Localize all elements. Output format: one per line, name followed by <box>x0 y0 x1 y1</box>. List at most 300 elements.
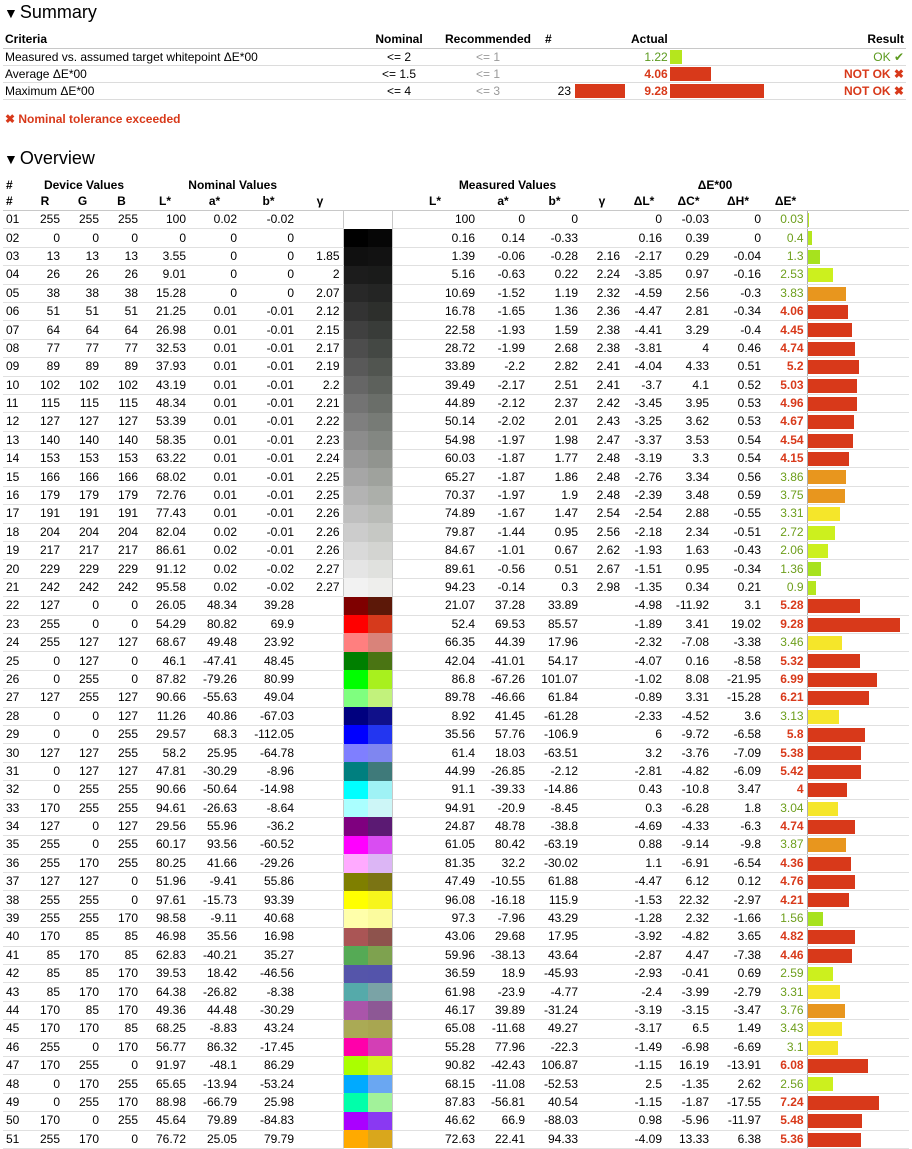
g-cell: 0 <box>63 229 102 247</box>
color-swatch <box>343 633 392 651</box>
b-cell: 170 <box>102 909 141 927</box>
measured-gamma-cell <box>581 707 623 725</box>
g-cell: 51 <box>63 302 102 320</box>
measured-l-cell: 94.23 <box>392 578 478 596</box>
nominal-b-cell: 86.29 <box>240 1056 297 1074</box>
nominal-a-cell: 79.89 <box>189 1112 240 1130</box>
measured-a-cell: -1.65 <box>478 302 528 320</box>
index-cell: 30 <box>3 744 27 762</box>
measured-l-cell: 100 <box>392 210 478 229</box>
delta-c-cell: -1.35 <box>665 1075 712 1093</box>
delta-e-cell: 3.86 <box>764 468 807 486</box>
nominal-b-cell: 43.24 <box>240 1020 297 1038</box>
measured-b-cell: 1.36 <box>528 302 581 320</box>
measured-l-cell: 89.61 <box>392 560 478 578</box>
index-cell: 28 <box>3 707 27 725</box>
nominal-l-cell: 64.38 <box>141 983 189 1001</box>
column-header <box>343 193 392 210</box>
g-cell: 85 <box>63 965 102 983</box>
nominal-a-cell: 40.86 <box>189 707 240 725</box>
delta-e-cell: 2.59 <box>764 965 807 983</box>
measured-a-cell: 48.78 <box>478 817 528 835</box>
summary-heading[interactable] <box>0 0 912 24</box>
actual-bar-header <box>670 31 782 48</box>
nominal-gamma-cell: 2.22 <box>297 413 343 431</box>
result-cell: OK ✔ <box>782 48 906 65</box>
delta-e-bar <box>808 820 855 834</box>
measured-gamma-cell: 2.54 <box>581 505 623 523</box>
column-header: B <box>102 193 141 210</box>
nominal-a-cell: -48.1 <box>189 1056 240 1074</box>
measured-swatch <box>368 413 392 431</box>
r-cell: 89 <box>27 358 63 376</box>
nominal-l-cell: 97.61 <box>141 891 189 909</box>
measured-gamma-cell: 2.16 <box>581 247 623 265</box>
b-cell: 140 <box>102 431 141 449</box>
nominal-a-cell: 0.01 <box>189 431 240 449</box>
measured-gamma-cell <box>581 1056 623 1074</box>
measured-b-cell: 43.64 <box>528 946 581 964</box>
nominal-swatch <box>344 689 368 707</box>
measured-b-cell: -38.8 <box>528 817 581 835</box>
measured-a-cell: -46.66 <box>478 689 528 707</box>
measured-b-cell: -2.12 <box>528 762 581 780</box>
nominal-gamma-cell: 2.17 <box>297 339 343 357</box>
delta-e-bar-cell <box>807 652 909 670</box>
measured-b-cell: -4.77 <box>528 983 581 1001</box>
delta-c-cell: -7.08 <box>665 633 712 651</box>
delta-e-cell: 4.45 <box>764 321 807 339</box>
measured-l-cell: 90.82 <box>392 1056 478 1074</box>
measured-gamma-cell <box>581 891 623 909</box>
measured-a-cell: -11.68 <box>478 1020 528 1038</box>
nominal-l-cell: 46.1 <box>141 652 189 670</box>
nominal-gamma-cell <box>297 744 343 762</box>
table-row <box>3 486 909 504</box>
delta-c-cell: -4.82 <box>665 762 712 780</box>
measured-gamma-cell <box>581 1020 623 1038</box>
measured-b-cell: 2.51 <box>528 376 581 394</box>
b-cell: 255 <box>102 836 141 854</box>
r-cell: 255 <box>27 909 63 927</box>
delta-h-cell: 0.46 <box>712 339 764 357</box>
measured-l-cell: 33.89 <box>392 358 478 376</box>
nominal-swatch <box>344 505 368 523</box>
table-row <box>3 210 909 229</box>
b-cell: 85 <box>102 1020 141 1038</box>
delta-e-cell: 7.24 <box>764 1093 807 1111</box>
b-cell: 0 <box>102 670 141 688</box>
delta-e-bar <box>808 250 821 264</box>
table-row <box>3 836 909 854</box>
delta-e-bar-cell <box>807 523 909 541</box>
b-cell: 127 <box>102 689 141 707</box>
measured-a-cell: 18.9 <box>478 965 528 983</box>
r-cell: 0 <box>27 1075 63 1093</box>
measured-l-cell: 22.58 <box>392 321 478 339</box>
b-cell: 255 <box>102 1112 141 1130</box>
measured-l-cell: 0.16 <box>392 229 478 247</box>
color-swatch <box>343 615 392 633</box>
delta-h-cell: 0.53 <box>712 413 764 431</box>
delta-c-cell: 0.95 <box>665 560 712 578</box>
r-cell: 0 <box>27 725 63 743</box>
column-header: a* <box>478 193 528 210</box>
delta-c-cell: -3.99 <box>665 983 712 1001</box>
actual-bar <box>670 67 711 81</box>
r-cell: 13 <box>27 247 63 265</box>
nominal-l-cell: 26.98 <box>141 321 189 339</box>
delta-e-cell: 5.8 <box>764 725 807 743</box>
measured-b-cell: 43.29 <box>528 909 581 927</box>
index-cell: 39 <box>3 909 27 927</box>
measured-swatch <box>368 965 392 983</box>
measured-l-cell: 46.62 <box>392 1112 478 1130</box>
measured-gamma-cell <box>581 946 623 964</box>
column-header: R <box>27 193 63 210</box>
column-header: L* <box>141 193 189 210</box>
nominal-a-cell: 0.02 <box>189 542 240 560</box>
r-cell: 85 <box>27 946 63 964</box>
g-cell: 170 <box>63 983 102 1001</box>
color-swatch <box>343 358 392 376</box>
nominal-l-cell: 82.04 <box>141 523 189 541</box>
measured-gamma-cell: 2.98 <box>581 578 623 596</box>
measured-gamma-cell: 2.43 <box>581 413 623 431</box>
measured-swatch <box>368 431 392 449</box>
g-cell: 255 <box>63 689 102 707</box>
measured-gamma-cell: 2.41 <box>581 376 623 394</box>
measured-a-cell: 22.41 <box>478 1130 528 1148</box>
nominal-l-cell: 65.65 <box>141 1075 189 1093</box>
delta-h-cell: -0.43 <box>712 542 764 560</box>
b-cell: 255 <box>102 725 141 743</box>
nominal-gamma-cell <box>297 210 343 229</box>
delta-e-bar <box>808 728 866 742</box>
delta-h-cell: 3.65 <box>712 928 764 946</box>
count-cell <box>543 48 573 65</box>
g-cell: 0 <box>63 1112 102 1130</box>
nominal-a-cell: 0.01 <box>189 394 240 412</box>
count-bar-cell <box>573 65 629 82</box>
delta-e-bar <box>808 710 839 724</box>
measured-b-cell: 1.19 <box>528 284 581 302</box>
measured-a-cell: -20.9 <box>478 799 528 817</box>
b-cell: 127 <box>102 817 141 835</box>
nominal-gamma-cell: 2.26 <box>297 523 343 541</box>
delta-l-cell: -3.85 <box>623 266 665 284</box>
measured-l-cell: 50.14 <box>392 413 478 431</box>
delta-e-cell: 4.46 <box>764 946 807 964</box>
table-row <box>3 1112 909 1130</box>
nominal-swatch <box>344 909 368 927</box>
color-swatch <box>343 542 392 560</box>
delta-e-bar <box>808 967 834 981</box>
nominal-swatch <box>344 799 368 817</box>
nominal-swatch <box>344 1112 368 1130</box>
measured-l-cell: 94.91 <box>392 799 478 817</box>
nominal-b-cell: 79.79 <box>240 1130 297 1148</box>
g-cell: 127 <box>63 413 102 431</box>
delta-e-bar <box>808 323 852 337</box>
nominal-swatch <box>344 211 368 229</box>
measured-a-cell: 77.96 <box>478 1038 528 1056</box>
r-cell: 0 <box>27 670 63 688</box>
delta-c-cell: 6.12 <box>665 873 712 891</box>
nominal-swatch <box>344 523 368 541</box>
table-row <box>3 284 909 302</box>
delta-e-bar-cell <box>807 762 909 780</box>
measured-l-cell: 1.39 <box>392 247 478 265</box>
measured-swatch <box>368 1075 392 1093</box>
nominal-gamma-cell: 2.25 <box>297 486 343 504</box>
nominal-b-cell: 69.9 <box>240 615 297 633</box>
b-cell: 0 <box>102 652 141 670</box>
r-cell: 255 <box>27 210 63 229</box>
actual-cell: 1.22 <box>629 48 670 65</box>
delta-c-cell: 3.41 <box>665 615 712 633</box>
delta-c-cell: 3.62 <box>665 413 712 431</box>
delta-l-cell: -2.4 <box>623 983 665 1001</box>
result-cell: NOT OK ✖ <box>782 65 906 82</box>
nominal-b-cell: -17.45 <box>240 1038 297 1056</box>
delta-l-cell: -3.37 <box>623 431 665 449</box>
measured-a-cell: 0.14 <box>478 229 528 247</box>
delta-e-bar-cell <box>807 486 909 504</box>
color-swatch <box>343 302 392 320</box>
b-cell: 255 <box>102 799 141 817</box>
color-swatch <box>343 431 392 449</box>
delta-h-cell: 0.54 <box>712 431 764 449</box>
measured-a-cell: -23.9 <box>478 983 528 1001</box>
index-cell: 04 <box>3 266 27 284</box>
nominal-a-cell: -26.82 <box>189 983 240 1001</box>
nominal-l-cell: 48.34 <box>141 394 189 412</box>
nominal-l-cell: 91.12 <box>141 560 189 578</box>
column-header: # <box>3 193 27 210</box>
measured-a-cell: 44.39 <box>478 633 528 651</box>
nominal-swatch <box>344 854 368 872</box>
measured-gamma-cell <box>581 1001 623 1019</box>
r-cell: 255 <box>27 891 63 909</box>
b-cell: 0 <box>102 229 141 247</box>
nominal-l-cell: 68.02 <box>141 468 189 486</box>
delta-e-cell: 5.42 <box>764 762 807 780</box>
g-cell: 127 <box>63 762 102 780</box>
nominal-swatch <box>344 762 368 780</box>
index-cell: 15 <box>3 468 27 486</box>
measured-b-cell: 61.88 <box>528 873 581 891</box>
delta-e-bar <box>808 893 850 907</box>
count-bar-cell <box>573 82 629 99</box>
index-cell: 20 <box>3 560 27 578</box>
delta-e-bar <box>808 379 858 393</box>
measured-l-cell: 54.98 <box>392 431 478 449</box>
measured-a-cell: -1.52 <box>478 284 528 302</box>
r-cell: 127 <box>27 817 63 835</box>
nominal-cell: <= 4 <box>365 82 433 99</box>
measured-b-cell: 61.84 <box>528 689 581 707</box>
nominal-swatch <box>344 1020 368 1038</box>
nominal-gamma-cell: 2.12 <box>297 302 343 320</box>
measured-gamma-cell <box>581 633 623 651</box>
index-cell: 44 <box>3 1001 27 1019</box>
delta-e-bar <box>808 783 848 797</box>
nominal-swatch <box>344 597 368 615</box>
delta-l-cell: -1.15 <box>623 1056 665 1074</box>
delta-e-bar <box>808 673 877 687</box>
criteria-cell: Measured vs. assumed target whitepoint ΔE*00 <box>3 48 365 65</box>
measured-b-cell: -22.3 <box>528 1038 581 1056</box>
measured-a-cell: 66.9 <box>478 1112 528 1130</box>
nominal-a-cell: 0.01 <box>189 339 240 357</box>
nominal-l-cell: 90.66 <box>141 781 189 799</box>
column-header: L* <box>392 193 478 210</box>
measured-a-cell: 57.76 <box>478 725 528 743</box>
r-cell: 255 <box>27 1038 63 1056</box>
delta-e-bar <box>808 1004 845 1018</box>
measured-a-cell: -41.01 <box>478 652 528 670</box>
delta-e-bar <box>808 452 849 466</box>
r-cell: 179 <box>27 486 63 504</box>
index-cell: 01 <box>3 210 27 229</box>
measured-b-cell: 1.77 <box>528 450 581 468</box>
delta-h-cell: -0.34 <box>712 302 764 320</box>
delta-l-cell: -2.18 <box>623 523 665 541</box>
recommended-cell: <= 3 <box>433 82 543 99</box>
actual-bar <box>670 84 764 98</box>
measured-a-cell: 37.28 <box>478 597 528 615</box>
r-cell: 0 <box>27 652 63 670</box>
color-swatch <box>343 266 392 284</box>
nominal-a-cell: 0.01 <box>189 358 240 376</box>
delta-e-bar <box>808 562 821 576</box>
nominal-gamma-cell <box>297 909 343 927</box>
delta-e-cell: 4.67 <box>764 413 807 431</box>
delta-h-cell: -9.8 <box>712 836 764 854</box>
r-cell: 170 <box>27 1056 63 1074</box>
delta-e-cell: 3.04 <box>764 799 807 817</box>
nominal-b-cell: -84.83 <box>240 1112 297 1130</box>
count-header: # <box>543 31 573 48</box>
delta-c-cell: 3.29 <box>665 321 712 339</box>
nominal-l-cell: 95.58 <box>141 578 189 596</box>
measured-swatch <box>368 211 392 229</box>
g-cell: 255 <box>63 1093 102 1111</box>
color-swatch <box>343 486 392 504</box>
nominal-l-cell: 98.58 <box>141 909 189 927</box>
nominal-b-cell: 48.45 <box>240 652 297 670</box>
delta-l-cell: -2.32 <box>623 633 665 651</box>
measured-a-cell: -1.67 <box>478 505 528 523</box>
nominal-a-cell: -13.94 <box>189 1075 240 1093</box>
color-swatch <box>343 578 392 596</box>
collapse-triangle-icon[interactable]: ▼ <box>4 151 18 167</box>
b-cell: 64 <box>102 321 141 339</box>
nominal-gamma-cell: 2.26 <box>297 542 343 560</box>
delta-e-bar <box>808 415 854 429</box>
measured-swatch <box>368 725 392 743</box>
measured-a-cell: -0.06 <box>478 247 528 265</box>
delta-c-cell: 0.97 <box>665 266 712 284</box>
r-cell: 85 <box>27 983 63 1001</box>
nominal-b-cell: -0.01 <box>240 468 297 486</box>
delta-e-bar-cell <box>807 689 909 707</box>
measured-swatch <box>368 854 392 872</box>
nominal-b-cell: -0.01 <box>240 431 297 449</box>
color-swatch <box>343 817 392 835</box>
measured-gamma-cell <box>581 909 623 927</box>
nominal-swatch <box>344 725 368 743</box>
delta-e-cell: 2.06 <box>764 542 807 560</box>
color-swatch <box>343 909 392 927</box>
delta-c-cell: -0.03 <box>665 210 712 229</box>
delta-e-bar-cell <box>807 909 909 927</box>
b-cell: 255 <box>102 744 141 762</box>
delta-e-bar <box>808 746 861 760</box>
delta-c-cell: -11.92 <box>665 597 712 615</box>
delta-c-cell: 2.88 <box>665 505 712 523</box>
delta-h-cell: -0.34 <box>712 560 764 578</box>
delta-c-cell: -6.28 <box>665 799 712 817</box>
overview-heading[interactable] <box>0 146 912 170</box>
nominal-a-cell: 18.42 <box>189 965 240 983</box>
measured-l-cell: 86.8 <box>392 670 478 688</box>
g-cell: 0 <box>63 707 102 725</box>
color-swatch <box>343 725 392 743</box>
measured-b-cell: -0.28 <box>528 247 581 265</box>
nominal-a-cell: 0 <box>189 266 240 284</box>
index-cell: 14 <box>3 450 27 468</box>
measured-b-cell: 2.82 <box>528 358 581 376</box>
nominal-a-cell: 0.01 <box>189 468 240 486</box>
measured-swatch <box>368 781 392 799</box>
overview-title: Overview <box>20 148 95 168</box>
nominal-gamma-cell <box>297 762 343 780</box>
nominal-l-cell: 43.19 <box>141 376 189 394</box>
table-row <box>3 505 909 523</box>
color-swatch <box>343 229 392 247</box>
nominal-a-cell: -79.26 <box>189 670 240 688</box>
measured-b-cell: 49.27 <box>528 1020 581 1038</box>
delta-e-bar-cell <box>807 358 909 376</box>
nominal-gamma-cell <box>297 836 343 854</box>
nominal-header: Nominal <box>365 31 433 48</box>
b-cell: 127 <box>102 633 141 651</box>
delta-e-bar-cell <box>807 836 909 854</box>
nominal-b-cell: 0 <box>240 266 297 284</box>
nominal-swatch <box>344 965 368 983</box>
nominal-a-cell: 0 <box>189 229 240 247</box>
column-header: G <box>63 193 102 210</box>
index-cell: 36 <box>3 854 27 872</box>
table-row <box>3 450 909 468</box>
column-header: ΔE* <box>764 193 807 210</box>
delta-c-cell: -3.15 <box>665 1001 712 1019</box>
r-cell: 0 <box>27 781 63 799</box>
nominal-a-cell: -47.41 <box>189 652 240 670</box>
nominal-l-cell: 63.22 <box>141 450 189 468</box>
nominal-gamma-cell <box>297 891 343 909</box>
table-row <box>3 909 909 927</box>
table-row <box>3 799 909 817</box>
b-cell: 85 <box>102 928 141 946</box>
table-row <box>3 560 909 578</box>
collapse-triangle-icon[interactable]: ▼ <box>4 5 18 21</box>
nominal-l-cell: 86.61 <box>141 542 189 560</box>
b-cell: 0 <box>102 597 141 615</box>
nominal-gamma-cell <box>297 1020 343 1038</box>
